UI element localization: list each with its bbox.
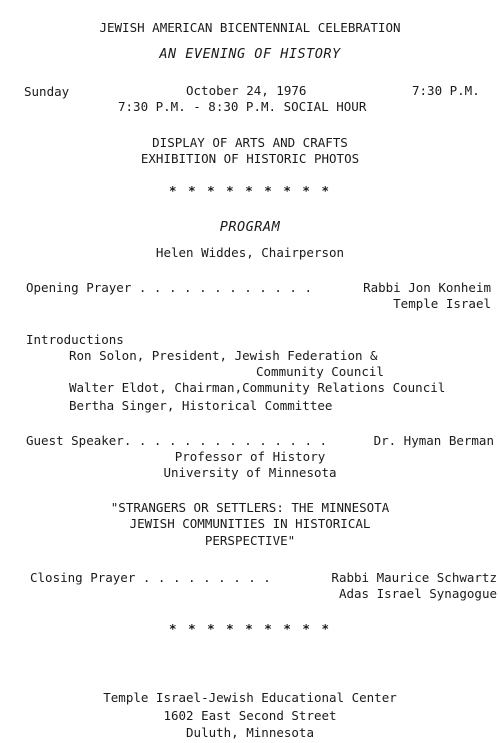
- introduction-item: Community Council: [256, 364, 384, 379]
- program-heading: PROGRAM: [219, 219, 281, 235]
- speaker-position: Professor of History: [174, 449, 326, 464]
- footer-address: 1602 East Second Street: [163, 708, 337, 723]
- speaker-institution: University of Minnesota: [163, 465, 337, 480]
- event-day: Sunday: [24, 84, 70, 99]
- talk-title-line: PERSPECTIVE": [204, 533, 296, 548]
- closing-prayer-affiliation: Adas Israel Synagogue: [338, 586, 497, 601]
- footer-city: Duluth, Minnesota: [186, 725, 314, 740]
- footer-venue: Temple Israel-Jewish Educational Center: [103, 690, 397, 705]
- event-subtitle: AN EVENING OF HISTORY: [159, 46, 341, 62]
- talk-title-line: "STRANGERS OR SETTLERS: THE MINNESOTA: [110, 500, 390, 515]
- event-title: JEWISH AMERICAN BICENTENNIAL CELEBRATION: [99, 20, 401, 35]
- event-time: 7:30 P.M.: [412, 83, 480, 98]
- opening-prayer-affiliation: Temple Israel: [393, 296, 491, 311]
- introductions-label: Introductions: [26, 332, 124, 347]
- closing-prayer-label: Closing Prayer . . . . . . . . .: [30, 570, 271, 585]
- social-hour: 7:30 P.M. - 8:30 P.M. SOCIAL HOUR: [118, 99, 367, 114]
- closing-prayer-name: Rabbi Maurice Schwartz: [331, 570, 497, 585]
- introduction-item: Ron Solon, President, Jewish Federation &: [69, 348, 378, 363]
- guest-speaker-label: Guest Speaker. . . . . . . . . . . . . .: [26, 433, 328, 448]
- talk-title-line: JEWISH COMMUNITIES IN HISTORICAL: [129, 516, 371, 531]
- exhibition-line: EXHIBITION OF HISTORIC PHOTOS: [140, 151, 360, 166]
- program-chair: Helen Widdes, Chairperson: [155, 245, 345, 260]
- guest-speaker-name: Dr. Hyman Berman: [373, 433, 494, 448]
- display-line: DISPLAY OF ARTS AND CRAFTS: [152, 135, 348, 150]
- introduction-item: Walter Eldot, Chairman,Community Relations Council: [69, 380, 446, 395]
- opening-prayer-name: Rabbi Jon Konheim: [363, 280, 491, 295]
- event-date: October 24, 1976: [186, 83, 307, 98]
- divider-stars: * * * * * * * * *: [169, 183, 331, 198]
- introduction-item: Bertha Singer, Historical Committee: [69, 398, 333, 413]
- divider-stars: * * * * * * * * *: [169, 621, 331, 636]
- opening-prayer-label: Opening Prayer . . . . . . . . . . . .: [26, 280, 312, 295]
